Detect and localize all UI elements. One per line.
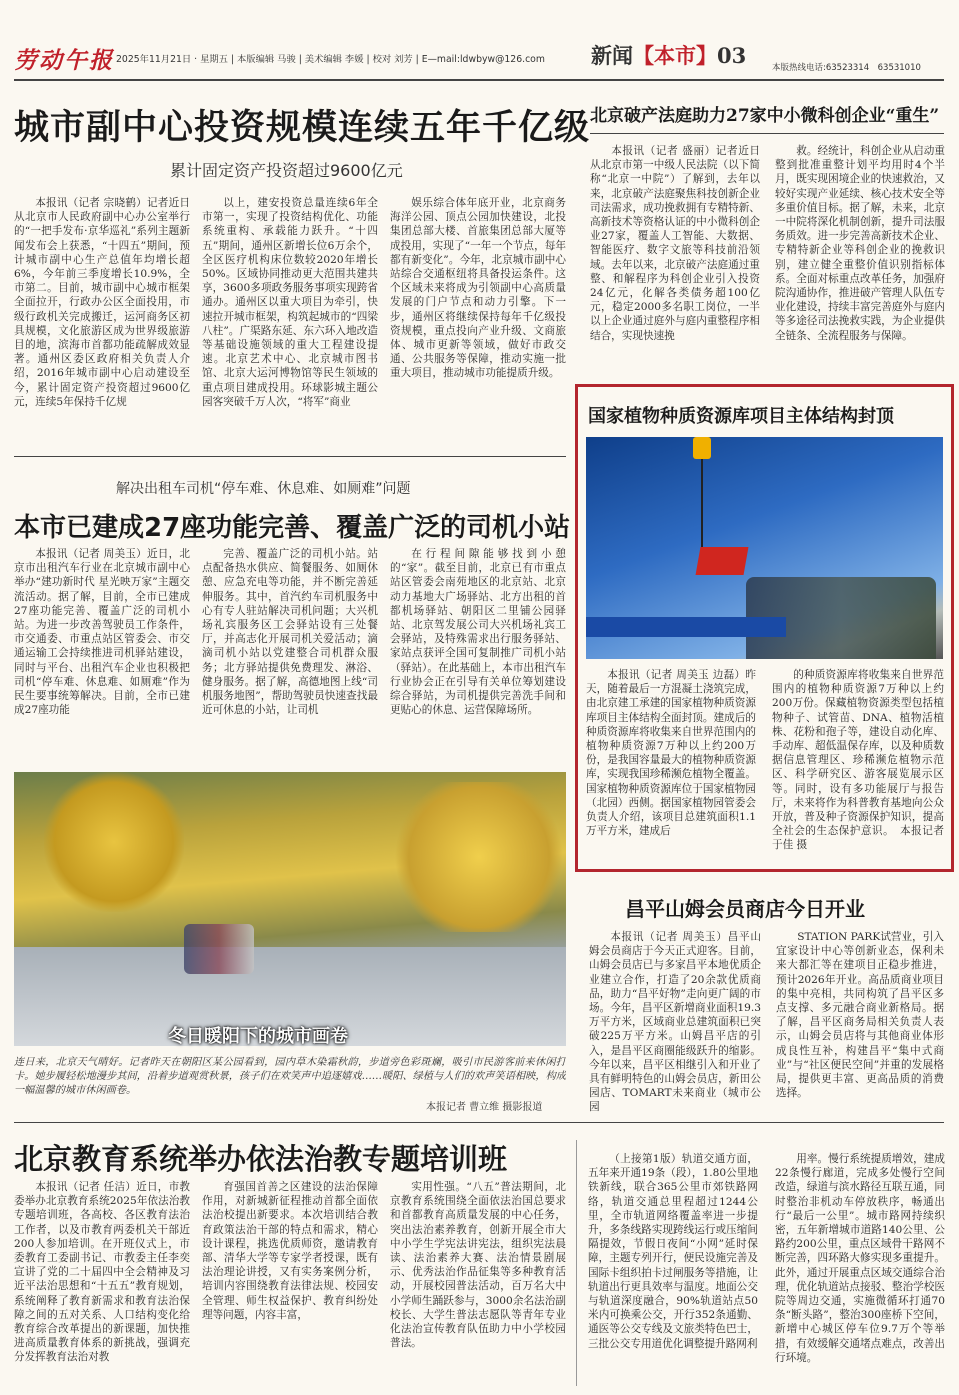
d1-col3: 在行程间隙能够找到小憩的“家”。截至目前，北京已有市重点站区管委会南苑地区的北京站、北京动力基地大广场驿站、北方出租的首都机场驿站、朝阳区二里铺公园驿站、北京驾发展公司大兴机场礼宾工会驿站，及特殊需求出行服务驿站、家站点获评全国可复制推广司机小站（驿站）。在此基础上，本市出租汽车行业协会正在引导有关单位筹划建设综合驿站，为司机提供完善洗手间和更贴心的休息、运营保障场所。 [390, 548, 566, 717]
construction-banner [586, 617, 786, 637]
section-bracket-open: 【 [633, 44, 654, 68]
a1-col1: 本报讯（记者 宗晓鹤）记者近日从北京市人民政府副中心办公室举行的“一把手发布·京华巡礼”系列主题新闻发布会上获悉，“十四五”期间，预计城市副中心生产总值年均增长超6%，今年前三季度增长10.9%，全市第二。目前，城市副中心城市框架全面拉开，行政办公区全面投用，市级行政机关完成搬迁，运河商务区初具规模，文化旅游区成为世界级旅游目的地，滨海市首都功能疏解成效显著。通州区委区政府相关负责人介绍，2016年城市副中心启动建设至今，累计固定资产投资超过9600亿元，连续5年保持千亿规 [14, 197, 190, 408]
a1-bottom-rule [14, 456, 566, 457]
kicker-taxi: 解决出租车司机“停车难、休息难、如厕难”问题 [116, 481, 411, 497]
headline-investment: 城市副中心投资规模连续五年千亿级 [14, 108, 591, 148]
d1-col1: 本报讯（记者 周美玉）近日，北京市出租汽车行业在北京城市副中心举办“建功新时代 星光映万家”主题交流活动。据了解，目前，全市已建成27座功能完善、覆盖广泛的司机小站。为进一步改善驾驶员工作条件，市交通委、市重点站区管委会、市交通运输工会持续推进司机驿站建设，同时与平台、出租汽车企业也积极把司机“停车难、休息难、如厕难”作为民生要事统筹解决。目前，全市已建成27座功能 [14, 548, 190, 717]
pedestrians [184, 924, 254, 974]
section-label: 新闻 [591, 44, 633, 68]
headline-taxi: 本市已建成27座功能完善、覆盖广泛的司机小站 [14, 513, 571, 543]
d1-col2: 完善、覆盖广泛的司机小站。站点配备热水供应、简餐服务、如厕休憩、应急充电等功能，并不断完善延伸服务。其中，首汽约车司机服务中心有专人驻站解决司机问题；大兴机场礼宾服务区工会驿站设有三处餐厅，并高志化开展司机关爱活动；滴滴司机小站以党建整合司机群众服务；北方驿站提供免费理发、淋浴、健身服务。据了解，高德地图上线“司机服务地图”，帮助驾驶员快速查找最近可休息的小站，让司机 [202, 548, 378, 717]
c2-col2: STATION PARK试营业，引入宜家设计中心等创新业态，保利未来大都汇等在建项目正稳步推进，预计2026年开业。高品质商业项目的集中亮相，共同构筑了昌平区多点支撑、多元融合商业新格局。据了解，昌平区商务局相关负责人表示，山姆会员店将与其他商业体形成良性互补，构建昌平“集中式商业”与“社区便民空间”并重的发展格局，提供更丰富、更高品质的消费选择。 [776, 931, 944, 1100]
headline-seed-bank: 国家植物种质资源库项目主体结构封顶 [588, 406, 894, 427]
e1-col5: 用率。慢行系统提质增效，建成22条慢行廊道，完成多处慢行空间改造，绿道与滨水路径互联互通，同时整治非机动车停放秩序，畅通出行“最后一公里”。城市路网持续织密，五年新增城市道路140公里、公路约200公里，重点区域骨干路网不断完善，四环路大修实现多重提升。此外，通过开展重点区域交通综合治理，优化轨道站点接驳、整治学校医院等周边交通，实施微循环打通70条“断头路”，整治300座桥下空间，新增中心城区停车位9.7万个等举措，有效缓解交通堵点难点，改善出行环境。 [775, 1153, 945, 1364]
e1-col2: 育强国首善之区建设的法治保障作用，对新城新征程推动首都全面依法治校提出新要求。本次培训结合教育政策法治干部的特点和需求，精心设计课程，挑选优质师资，邀请教育部、清华大学等专家学者授课，既有法治理论讲授，又有实务案例分析，培训内容围绕教育法律法规、校园安全管理、师生权益保护、教育纠纷处理等问题，内容丰富， [202, 1181, 378, 1321]
b1-col1: 本报讯（记者 盛丽）记者近日从北京市第一中级人民法院（以下简称“北京一中院”）了解到，去年以来，北京破产法庭聚焦科技创新企业司法需求，成功挽救拥有专精特新、高新技术等资格认证的中小微科创企业27家，覆盖人工智能、大数据、智能医疗、数字文旅等科技前沿领域。去年以来，北京破产法庭通过重整、和解程序为科创企业引入投资24亿元，化解各类债务超100亿元，稳定2000多名职工岗位，一半以上企业通过庭外与庭内重整程序相结合，实现快速挽 [590, 145, 760, 342]
e1-col3: 实用性强。“八五”普法期间，北京教育系统围绕全面依法治国总要求和首都教育高质量发展的中心任务，突出法治素养教育，创新开展全市大中小学生学宪法讲宪法，组织宪法晨读、法治素养大赛、法治情景剧展示、优秀法治作品征集等多种教育活动，开展校园普法活动，百万名大中小学师生踊跃参与，3000余名法治副校长、大学生普法志愿队等青年专业化法治宣传教育队伍助力中小学校园普法。 [390, 1181, 566, 1350]
photo-caption: 冬日暖阳下的城市画卷 [168, 1026, 348, 1047]
section-bracket-close: 】 [696, 44, 717, 68]
e1-divider [576, 1140, 577, 1386]
park-photo [14, 772, 566, 1046]
red-banner [696, 547, 749, 575]
page-number: 03 [717, 43, 747, 68]
masthead-logo: 劳动午报 [14, 47, 114, 74]
headline-education: 北京教育系统举办依法治教专题培训班 [14, 1142, 508, 1176]
a1-col3: 娱乐综合体年底开业，北京商务海洋公园、顶点公园加快建设，北投集团总部大楼、首旅集团总部大厦等成投用，实现了“一年一个节点，每年都有新变化”。今年，北京城市副中心站综合交通枢纽将具备投运条件。这个区域未来将成为引领副中心高质量发展的门户节点和动力引擎。下一步，通州区将继续保持每年千亿级投资规模，重点投向产业升级、文商旅体、城市更新等领域，做好市政交通、公共服务等保障，推动实施一批重大项目，推动城市功能提质升级。 [390, 197, 566, 380]
masthead-info: 2025年11月21日 · 星期五 | 本版编辑 马骏 | 美术编辑 李媛 | 校对 刘芳 | E—mail:ldwbyw@126.com [116, 54, 545, 65]
photo-text: 连日来，北京天气晴好。记者昨天在朝阳区某公园看到，园内草木染霜秋韵，步道旁色彩斑斓，吸引市民游客前来休闲打卡。她步履轻松地漫步其间，沿着步道观赏秋景，孩子们在欢笑声中追逐嬉戏……暖阳、绿植与人们的欢声笑语相映，构成一幅温馨的城市休闲画卷。 [14, 1057, 566, 1096]
photo-credit: 本报记者 曹立维 摄影报道 [426, 1102, 543, 1113]
masthead-rule [14, 79, 944, 81]
e1-col1: 本报讯（记者 任洁）近日，市教委举办北京教育系统2025年依法治教专题培训班，各高校、各区教育法治工作者，以及市教育两委机关干部近200人参加培训。在开班仪式上，市委教育工委副书记、市教委主任李奕宣讲了党的二十届四中全会精神及习近平法治思想和“十五五”教育规划，系统阐释了教育新需求和教育法治保障之间的五对关系、人口结构变化给教育综合改革提出的新课题，加快推进高质量教育体系的新挑战，强调充分发挥教育法治对教 [14, 1181, 190, 1364]
subhead-investment: 累计固定资产投资超过9600亿元 [170, 161, 403, 180]
headline-bankruptcy: 北京破产法庭助力27家中小微科创企业“重生” [590, 106, 940, 126]
hotline: 本版热线电话:63523314 63531010 [772, 63, 921, 73]
b1-col2: 救。经统计，科创企业从启动重整到批准重整计划平均用时4个半月，既实现困境企业的快速救治，又较好实现产业延续、核心技术安全等多重价值目标。据了解，未来，北京一中院将深化机制创新，提升司法服务质效。进一步完善高新技术企业、专精特新企业等科创企业的挽救识别，建立健全重整价值识别指标体系。全面对标重点改革任务，加强府院沟通协作，推进破产管理人队伍专业化建设，持续丰富完善庭外与庭内等多途径司法挽救实践，为企业提供全链条、全流程服务与保障。 [775, 145, 945, 342]
tree-right [394, 782, 564, 932]
e1-col4: （上接第1版）轨道交通方面，五年来开通19条（段），1.80公里地铁新线，联合365公里市郊铁路网络，轨道交通总里程超过1244公里，全市轨道网络覆盖率进一步提升，多条线路实现跨线运行或压缩间隔提效，节假日夜间“小网”延时保障，主题专列开行，便民设施完善及国际卡组织拍卡过闸服务等措施，让轨道出行更具效率与温度。地面公交与轨道深度融合，90%轨道站点50米内可换乘公交，开行352条通勤、通医等公交专线及文旅类特色巴士，三批公交专用道优化调整提升路网利 [588, 1153, 758, 1350]
c1-col1: 本报讯（记者 周美玉 边磊）昨天，随着最后一方混凝土浇筑完成，由北京建工承建的国家植物种质资源库项目主体结构全面封顶。建成后的种质资源库将收集来自世界范围内的植物种质资源7万种以上约200万份，是我国容量最大的植物种质资源库，实现我国珍稀濒危植物全覆盖。国家植物种质资源库位于国家植物园（北园）西侧。据国家植物园管委会负责人介绍，该项目总建筑面积1.1万平方米，建成后 [586, 669, 756, 838]
headline-sams: 昌平山姆会员商店今日开业 [625, 897, 865, 921]
tree-left [44, 772, 184, 912]
section-name [591, 40, 746, 70]
section-sub: 本市 [654, 44, 696, 68]
seed-bank-photo [586, 437, 943, 659]
a1-col2: 以上，建安投资总量连续6年全市第一，实现了投资结构优化、功能系统重构、承载能力跃升。“十四五”期间，通州区新增长位6万余个，全区医疗机构床位数较2020年增长50%。区域协同推动更大范围共建共享，3600多项政务服务事项实现跨省通办。通州区以重大项目为牵引，快速拉开城市框架，构筑起城市的“四梁八柱”。广渠路东延、东六环入地改造等基础设施领域的重大工程建设提速。北京艺术中心、北京城市图书馆、北京大运河博物馆等民生领域的重点项目建成投用。环球影城主题公园客突破千万人次，“将军”商业 [202, 197, 378, 408]
b1-top-rule [590, 133, 944, 134]
c2-col1: 本报讯（记者 周美玉）昌平山姆会员商店于今天正式迎客。目前，山姆会员店已与多家昌平本地优质企业建立合作，打造了20余款优质商品，助力“昌平好物”走向更广阔的市场。今年，昌平区新增商业面积19.3万平方米，区域商业总建筑面积已突破225万平方米。山姆昌平店的引入，是昌平区商圈能级跃升的缩影。今年以来，昌平区相继引入和开业了具有鲜明特色的山姆会员店，新田公园店、TOMART未来商业（城市公园 [589, 931, 761, 1114]
crane-hook [693, 437, 711, 459]
photo-bottom-rule [14, 1122, 944, 1123]
c1-col2: 的种质资源库将收集来自世界范围内的植物种质资源7万种以上约200万份。保藏植物资源类型包括植物种子、试管苗、DNA、植物活植株、花粉和孢子等，建设自动化库、手动库、超低温保存库，以及种质数据信息管理区、珍稀濒危植物示范区、科学研究区、游客展览展示区等。同时，设有多功能展厅与报告厅，未来将作为科普教育基地向公众开放，普及种子资源保护知识，提高全社会的生态保护意识。 本报记者 于佳 摄 [772, 669, 944, 852]
